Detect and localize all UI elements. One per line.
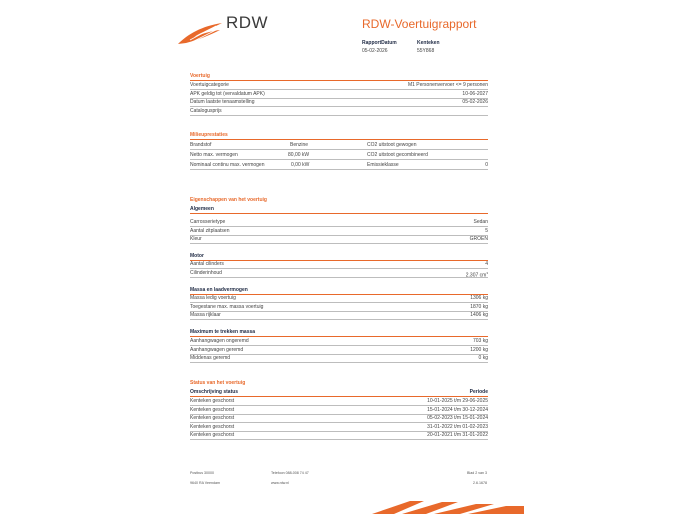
table-row: Middenas geremd 0 kg — [190, 355, 488, 361]
table-row: Kleur GROEN — [190, 236, 488, 242]
section-milieu: Milieuprestaties — [190, 132, 228, 138]
footer-stripes-icon — [372, 498, 524, 514]
table-row: Aanhangwagen geremd 1200 kg — [190, 347, 488, 353]
subsection-trekken: Maximum te trekken massa — [190, 329, 256, 335]
table-row: APK geldig tot (vervaldatum APK) 10-06-2027 — [190, 90, 488, 97]
footer-postcode: 9640 RA Veendam — [190, 481, 220, 485]
rapport-datum-label: RapportDatum — [362, 40, 397, 46]
subsection-motor: Motor — [190, 253, 204, 259]
table-row: Kenteken geschorst 10-01-2025 t/m 29-06-2025 — [190, 398, 488, 404]
footer-telefoon: Telefoon 088-008 74 47 — [271, 471, 309, 475]
table-row: Kenteken geschorst 31-01-2022 t/m 01-02-2023 — [190, 423, 488, 430]
table-row: Toegestane max. massa voertuig 1870 kg — [190, 304, 488, 310]
table-row: Massa ledig voertuig 1306 kg — [190, 295, 488, 301]
logo-text: RDW — [226, 13, 269, 32]
footer-code: 2.6.1678 — [473, 481, 487, 485]
section-eigenschappen: Eigenschappen van het voertuig — [190, 197, 267, 203]
rapport-datum-value: 05-02-2026 — [362, 48, 388, 54]
kenteken-value: 55Y868 — [417, 48, 435, 54]
kenteken-label: Kenteken — [417, 40, 440, 46]
table-row: Datum laatste tenaamstelling 05-02-2026 — [190, 99, 488, 105]
table-row: Aanhangwagen ongeremd 703 kg — [190, 338, 488, 344]
status-col-periode: Periode — [469, 389, 488, 395]
section-voertuig: Voertuig — [190, 73, 210, 79]
status-col-omschrijving: Omschrijving status — [190, 389, 239, 395]
footer-website[interactable]: www.rdw.nl — [271, 481, 289, 485]
footer-blad: Blad 2 van 3 — [467, 471, 487, 475]
table-row: Kenteken geschorst 05-02-2023 t/m 15-01-2024 — [190, 415, 488, 421]
table-row: Catalogusprijs — [190, 107, 488, 116]
rdw-logo-icon — [176, 20, 224, 46]
table-row: Kenteken geschorst 15-01-2024 t/m 30-12-2024 — [190, 406, 488, 413]
page-title: RDW-Voertuigrapport — [362, 17, 477, 31]
table-row: Brandstof Benzine CO2 uitstoot gewogen — [190, 141, 488, 150]
table-row: Cilinderinhoud 2.307 $cm^3$ — [190, 270, 488, 279]
table-row: Kenteken geschorst 20-01-2021 t/m 31-01-2022 — [190, 432, 488, 438]
table-row: Voertuigcategorie M1 Personenvervoer <= 9 personen — [190, 82, 488, 88]
subsection-algemeen: Algemeen — [190, 206, 214, 212]
table-row: Nominaal continu max. vermogen 0,00 kW Emissieklasse 0 — [190, 162, 488, 168]
table-row: Aantal zitplaatsen 5 — [190, 228, 488, 234]
subsection-massa: Massa en laadvermogen — [190, 287, 248, 293]
footer-postbus: Postbus 30000 — [190, 471, 214, 475]
table-row: Massa rijklaar 1406 kg — [190, 312, 488, 318]
table-row: Aantal cilinders 4 — [190, 261, 488, 267]
table-row: Carrosserietype Sedan — [190, 219, 488, 225]
section-status: Status van het voertuig — [190, 380, 246, 386]
table-row: Netto max. vermogen 80,00 kW CO2 uitstoot gecombineerd — [190, 151, 488, 160]
